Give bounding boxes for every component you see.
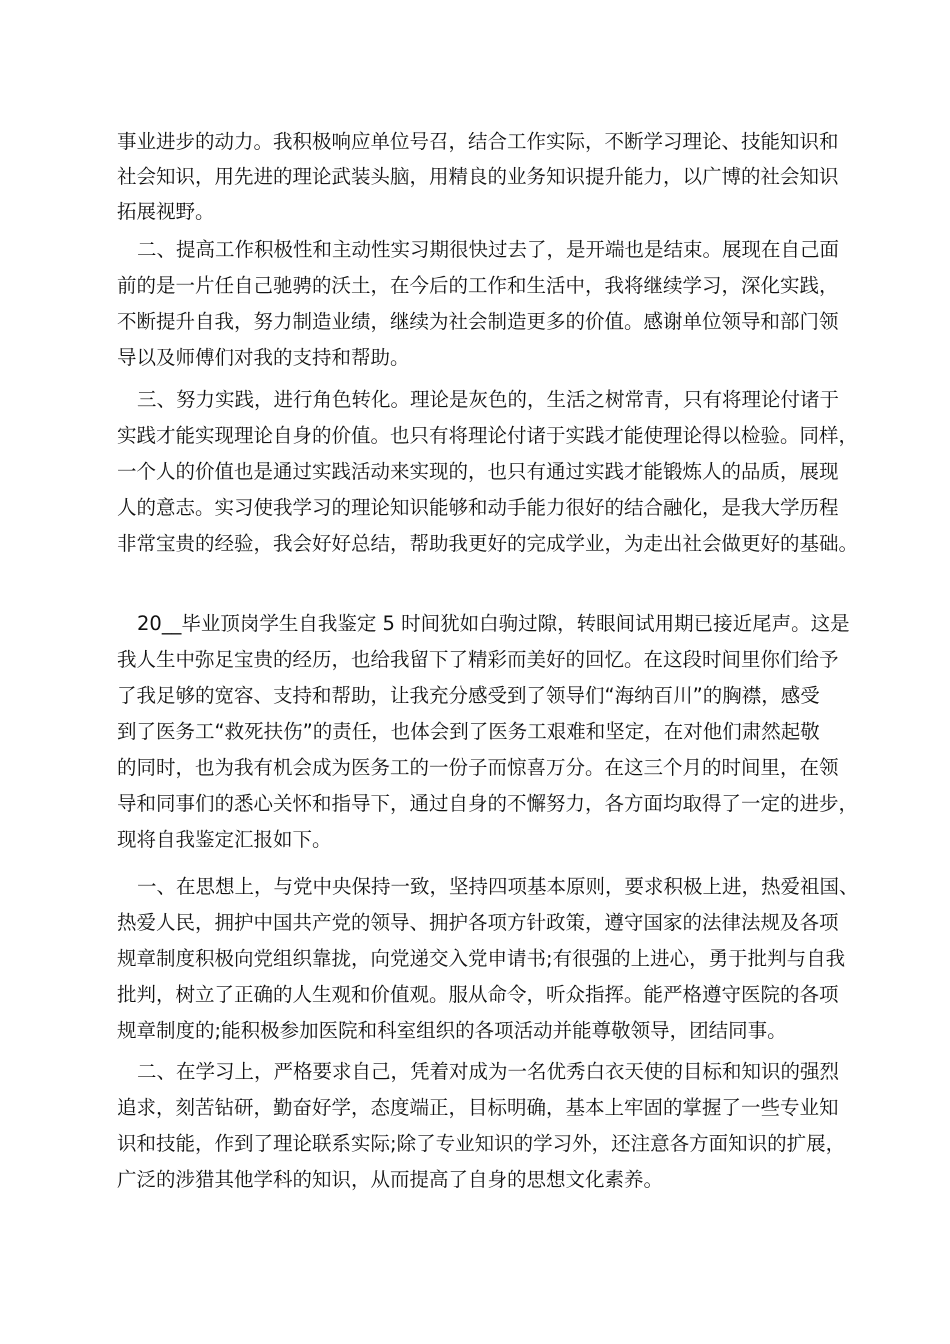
paragraph-start-line: 二、在学习上，严格要求自己，凭着对成为一名优秀白衣天使的目标和知识的强烈 (137, 1060, 840, 1083)
paragraph-start-line: 二、提高工作积极性和主动性实习期很快过去了，是开端也是结束。展现在自己面 (137, 238, 840, 261)
text-line: 事业进步的动力。我积极响应单位号召，结合工作实际，不断学习理论、技能知识和 (117, 130, 839, 153)
text-line: 导和同事们的悉心关怀和指导下，通过自身的不懈努力，各方面均取得了一定的进步， (117, 792, 859, 815)
text-line: 现将自我鉴定汇报如下。 (117, 828, 332, 851)
text-line: 我人生中弥足宝贵的经历，也给我留下了精彩而美好的回忆。在这段时间里你们给予 (117, 648, 839, 671)
text-line: 广泛的涉猎其他学科的知识，从而提高了自身的思想文化素养。 (117, 1168, 664, 1191)
text-line: 识和技能，作到了理论联系实际;除了专业知识的学习外，还注意各方面知识的扩展， (117, 1132, 846, 1155)
paragraph-start-line: 20__毕业顶岗学生自我鉴定 5 时间犹如白驹过隙，转眼间试用期已接近尾声。这是 (137, 612, 850, 635)
text-line: 前的是一片任自己驰骋的沃土，在今后的工作和生活中，我将继续学习，深化实践， (117, 274, 839, 297)
text-line: 实践才能实现理论自身的价值。也只有将理论付诸于实践才能使理论得以检验。同样， (117, 424, 859, 447)
text-line: 拓展视野。 (117, 200, 215, 223)
text-line: 人的意志。实习使我学习的理论知识能够和动手能力很好的结合融化，是我大学历程 (117, 496, 839, 519)
text-line: 规章制度积极向党组织靠拢，向党递交入党申请书;有很强的上进心，勇于批判与自我 (117, 947, 846, 970)
text-line: 的同时，也为我有机会成为医务工的一份子而惊喜万分。在这三个月的时间里，在领 (117, 756, 839, 779)
text-line: 热爱人民，拥护中国共产党的领导、拥护各项方针政策，遵守国家的法律法规及各项 (117, 911, 839, 934)
text-line: 一个人的价值也是通过实践活动来实现的，也只有通过实践才能锻炼人的品质，展现 (117, 460, 839, 483)
text-line: 了我足够的宽容、支持和帮助，让我充分感受到了领导们“海纳百川”的胸襟，感受 (117, 684, 820, 707)
text-line: 规章制度的;能积极参加医院和科室组织的各项活动并能尊敬领导，团结同事。 (117, 1019, 787, 1042)
text-line: 追求，刻苦钻研，勤奋好学，态度端正，目标明确，基本上牢固的掌握了一些专业知 (117, 1096, 839, 1119)
text-line: 到了医务工“救死扶伤”的责任，也体会到了医务工艰难和坚定，在对他们肃然起敬 (117, 720, 820, 743)
text-line: 批判，树立了正确的人生观和价值观。服从命令，听众指挥。能严格遵守医院的各项 (117, 983, 839, 1006)
text-line: 导以及师傅们对我的支持和帮助。 (117, 346, 410, 369)
text-line: 非常宝贵的经验，我会好好总结，帮助我更好的完成学业，为走出社会做更好的基础。 (117, 532, 859, 555)
paragraph-start-line: 一、在思想上，与党中央保持一致，坚持四项基本原则，要求积极上进，热爱祖国、 (137, 875, 859, 898)
text-line: 社会知识，用先进的理论武装头脑，用精良的业务知识提升能力，以广博的社会知识 (117, 165, 839, 188)
paragraph-start-line: 三、努力实践，进行角色转化。理论是灰色的，生活之树常青，只有将理论付诸于 (137, 388, 840, 411)
text-line: 不断提升自我，努力制造业绩，继续为社会制造更多的价值。感谢单位领导和部门领 (117, 310, 839, 333)
